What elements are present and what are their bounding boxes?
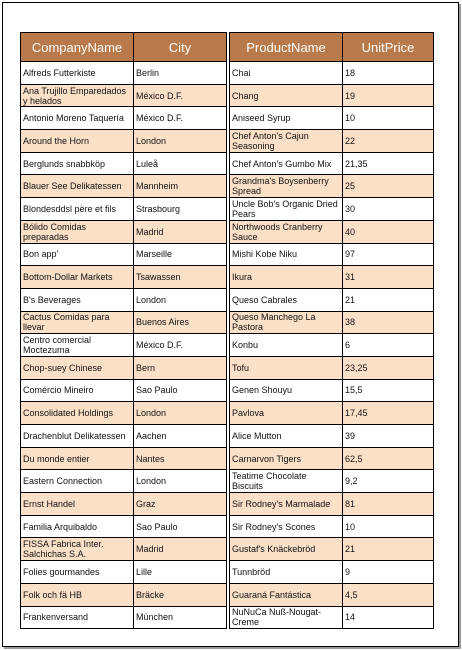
city-cell: Madrid [134,538,227,561]
table-row [21,62,227,85]
table-row [230,583,434,606]
table-row [21,288,227,311]
company-name-cell: Bólido Comidas preparadas [21,220,134,243]
table-row [21,152,227,175]
product-price-table [229,32,434,629]
column-header-productname: ProductName [230,33,343,62]
unit-price-cell: 97 [343,243,434,266]
city-cell: Mannheim [134,175,227,198]
company-name-cell: Frankenversand [21,606,134,629]
table-row [230,515,434,538]
company-name-cell: Chop-suey Chinese [21,356,134,379]
product-name-cell: Queso Manchego La Pastora [230,311,343,334]
product-name-cell: Aniseed Syrup [230,107,343,130]
table-row [230,447,434,470]
unit-price-cell: 21 [343,538,434,561]
table-row [21,198,227,221]
table-row [230,84,434,107]
city-cell: London [134,470,227,493]
company-name-cell: Drachenblut Delikatessen [21,425,134,448]
company-name-cell: Alfreds Futterkiste [21,62,134,85]
product-name-cell: Grandma's Boysenberry Spread [230,175,343,198]
product-name-cell: Chai [230,62,343,85]
city-cell: Sao Paulo [134,379,227,402]
company-name-cell: Berglunds snabbköp [21,152,134,175]
product-name-cell: Carnarvon Tigers [230,447,343,470]
product-name-cell: Chef Anton's Gumbo Mix [230,152,343,175]
table-row [230,379,434,402]
product-name-cell: Chef Anton's Cajun Seasoning [230,130,343,153]
table-row [230,356,434,379]
company-name-cell: Blondesddsl père et fils [21,198,134,221]
unit-price-cell: 21,35 [343,152,434,175]
city-cell: México D.F. [134,84,227,107]
table-row [230,311,434,334]
table-row [21,266,227,289]
city-cell: Bräcke [134,583,227,606]
table-row [21,175,227,198]
city-cell: Bern [134,356,227,379]
unit-price-cell: 9 [343,561,434,584]
city-cell: Aachen [134,425,227,448]
city-cell: Madrid [134,220,227,243]
city-cell: München [134,606,227,629]
table-row [230,288,434,311]
city-cell: Nantes [134,447,227,470]
table-row [230,561,434,584]
company-name-cell: Bottom-Dollar Markets [21,266,134,289]
product-name-cell: Uncle Bob's Organic Dried Pears [230,198,343,221]
table-row [21,561,227,584]
table-row [230,606,434,629]
city-cell: México D.F. [134,107,227,130]
unit-price-cell: 9,2 [343,470,434,493]
city-cell: Lille [134,561,227,584]
unit-price-cell: 25 [343,175,434,198]
unit-price-cell: 40 [343,220,434,243]
table-row [21,379,227,402]
table-row [230,493,434,516]
company-name-cell: Consolidated Holdings [21,402,134,425]
unit-price-cell: 62,5 [343,447,434,470]
table-row [21,447,227,470]
product-name-cell: Queso Cabrales [230,288,343,311]
product-name-cell: Genen Shouyu [230,379,343,402]
table-row [21,538,227,561]
table-row [230,402,434,425]
unit-price-cell: 10 [343,515,434,538]
table-row [21,606,227,629]
unit-price-cell: 30 [343,198,434,221]
company-name-cell: Eastern Connection [21,470,134,493]
product-name-cell: Ikura [230,266,343,289]
column-header-companyname: CompanyName [21,33,134,62]
product-name-cell: Sir Rodney's Marmalade [230,493,343,516]
table-row [21,583,227,606]
company-name-cell: Antonio Moreno Taquería [21,107,134,130]
table-row [230,62,434,85]
city-cell: Graz [134,493,227,516]
unit-price-cell: 14 [343,606,434,629]
company-name-cell: Bon app' [21,243,134,266]
city-cell: London [134,288,227,311]
table-row [21,402,227,425]
product-name-cell: Pavlova [230,402,343,425]
table-row [21,493,227,516]
table-row [230,152,434,175]
column-header-unitprice: UnitPrice [343,33,434,62]
city-cell: Berlin [134,62,227,85]
table-row [230,425,434,448]
product-name-cell: Alice Mutton [230,425,343,448]
city-cell: Marseille [134,243,227,266]
table-row [230,130,434,153]
company-name-cell: Around the Horn [21,130,134,153]
company-name-cell: Du monde entier [21,447,134,470]
unit-price-cell: 22 [343,130,434,153]
company-name-cell: Cactus Comidas para llevar [21,311,134,334]
product-name-cell: NuNuCa Nuß-Nougat- Creme [230,606,343,629]
product-name-cell: Guaraná Fantástica [230,583,343,606]
product-name-cell: Mishi Kobe Niku [230,243,343,266]
city-cell: México D.F. [134,334,227,357]
table-row [21,425,227,448]
unit-price-cell: 17,45 [343,402,434,425]
city-cell: Buenos Aires [134,311,227,334]
unit-price-cell: 10 [343,107,434,130]
table-row [230,220,434,243]
company-name-cell: Ana Trujillo Emparedados y helados [21,84,134,107]
table-row [230,470,434,493]
unit-price-cell: 4,5 [343,583,434,606]
unit-price-cell: 31 [343,266,434,289]
company-name-cell: FISSA Fabrica Inter. Salchichas S.A. [21,538,134,561]
table-row [230,107,434,130]
table-row [230,538,434,561]
table-row [230,243,434,266]
product-name-cell: Tunnbröd [230,561,343,584]
company-name-cell: Centro comercial Moctezuma [21,334,134,357]
table-row [21,130,227,153]
unit-price-cell: 19 [343,84,434,107]
unit-price-cell: 38 [343,311,434,334]
table-row [230,266,434,289]
company-name-cell: Folk och fä HB [21,583,134,606]
company-city-table-body [21,62,227,629]
table-row [21,84,227,107]
city-cell: London [134,402,227,425]
company-name-cell: Blauer See Delikatessen [21,175,134,198]
table-row [230,198,434,221]
city-cell: Luleå [134,152,227,175]
product-price-table-body [230,62,434,629]
company-name-cell: B's Beverages [21,288,134,311]
product-name-cell: Chang [230,84,343,107]
table-row [21,220,227,243]
city-cell: Sao Paulo [134,515,227,538]
unit-price-cell: 39 [343,425,434,448]
table-header-row [21,33,227,62]
product-name-cell: Tofu [230,356,343,379]
table-row [21,334,227,357]
unit-price-cell: 21 [343,288,434,311]
product-name-cell: Konbu [230,334,343,357]
city-cell: Tsawassen [134,266,227,289]
table-row [21,311,227,334]
company-name-cell: Ernst Handel [21,493,134,516]
company-city-table [20,32,227,629]
product-name-cell: Teatime Chocolate Biscuits [230,470,343,493]
unit-price-cell: 81 [343,493,434,516]
product-name-cell: Northwoods Cranberry Sauce [230,220,343,243]
table-row [230,334,434,357]
unit-price-cell: 15,5 [343,379,434,402]
unit-price-cell: 23,25 [343,356,434,379]
column-header-city: City [134,33,227,62]
city-cell: London [134,130,227,153]
product-name-cell: Gustaf's Knäckebröd [230,538,343,561]
table-row [21,356,227,379]
company-name-cell: Folies gourmandes [21,561,134,584]
table-row [21,107,227,130]
unit-price-cell: 18 [343,62,434,85]
product-name-cell: Sir Rodney's Scones [230,515,343,538]
table-row [21,243,227,266]
company-name-cell: Comércio Mineiro [21,379,134,402]
table-row [21,515,227,538]
table-row [21,470,227,493]
table-header-row [230,33,434,62]
company-name-cell: Familia Arquibaldo [21,515,134,538]
unit-price-cell: 6 [343,334,434,357]
table-row [230,175,434,198]
city-cell: Strasbourg [134,198,227,221]
